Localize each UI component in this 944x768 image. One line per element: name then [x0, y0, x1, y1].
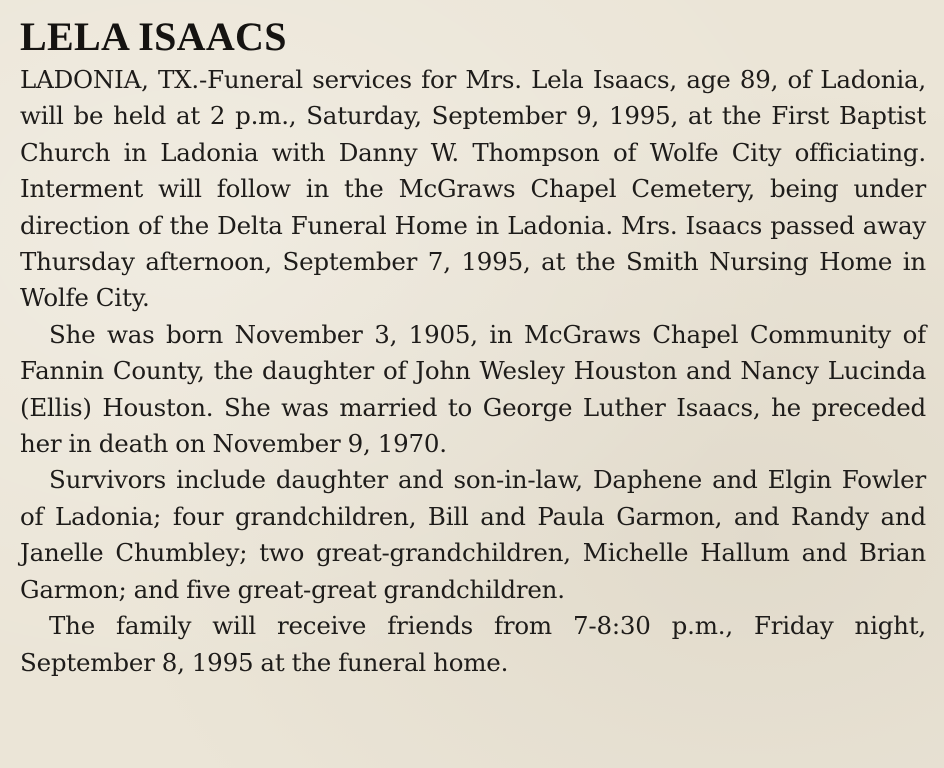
obituary-paragraph-services: LADONIA, TX.-Funeral services for Mrs. Lela Isaacs, age 89, of Ladonia, will be held at 2 p.m., Saturday, September 9, 1995, at the First Baptist Church in Ladonia with Danny W. Thompson of Wolfe City officiating. Interment will follow in the McGraws Chapel Cemetery, being under direction of the Delta Funeral Home in Ladonia. Mrs. Isaacs passed away Thursday afternoon, September 7, 1995, at the Smith Nursing Home in Wolfe City.	[20, 65, 926, 313]
obituary-headline: LELA ISAACS	[20, 14, 287, 59]
obituary-paragraph-visitation: The family will receive friends from 7-8:30 p.m., Friday night, September 8, 1995 at the funeral home.	[20, 611, 926, 677]
obituary-paragraph-birth: She was born November 3, 1905, in McGraws Chapel Community of Fannin County, the daughter of John Wesley Houston and Nancy Lucinda (Ellis) Houston. She was married to George Luther Isaacs, he preceded her in death on November 9, 1970.	[20, 319, 926, 459]
obituary-paragraph-survivors: Survivors include daughter and son-in-law, Daphene and Elgin Fowler of Ladonia; four grandchildren, Bill and Paula Garmon, and Randy and Janelle Chumbley; two great-grandchildren, Michelle Hallum and Brian Garmon; and five great-great grandchildren.	[20, 465, 926, 604]
